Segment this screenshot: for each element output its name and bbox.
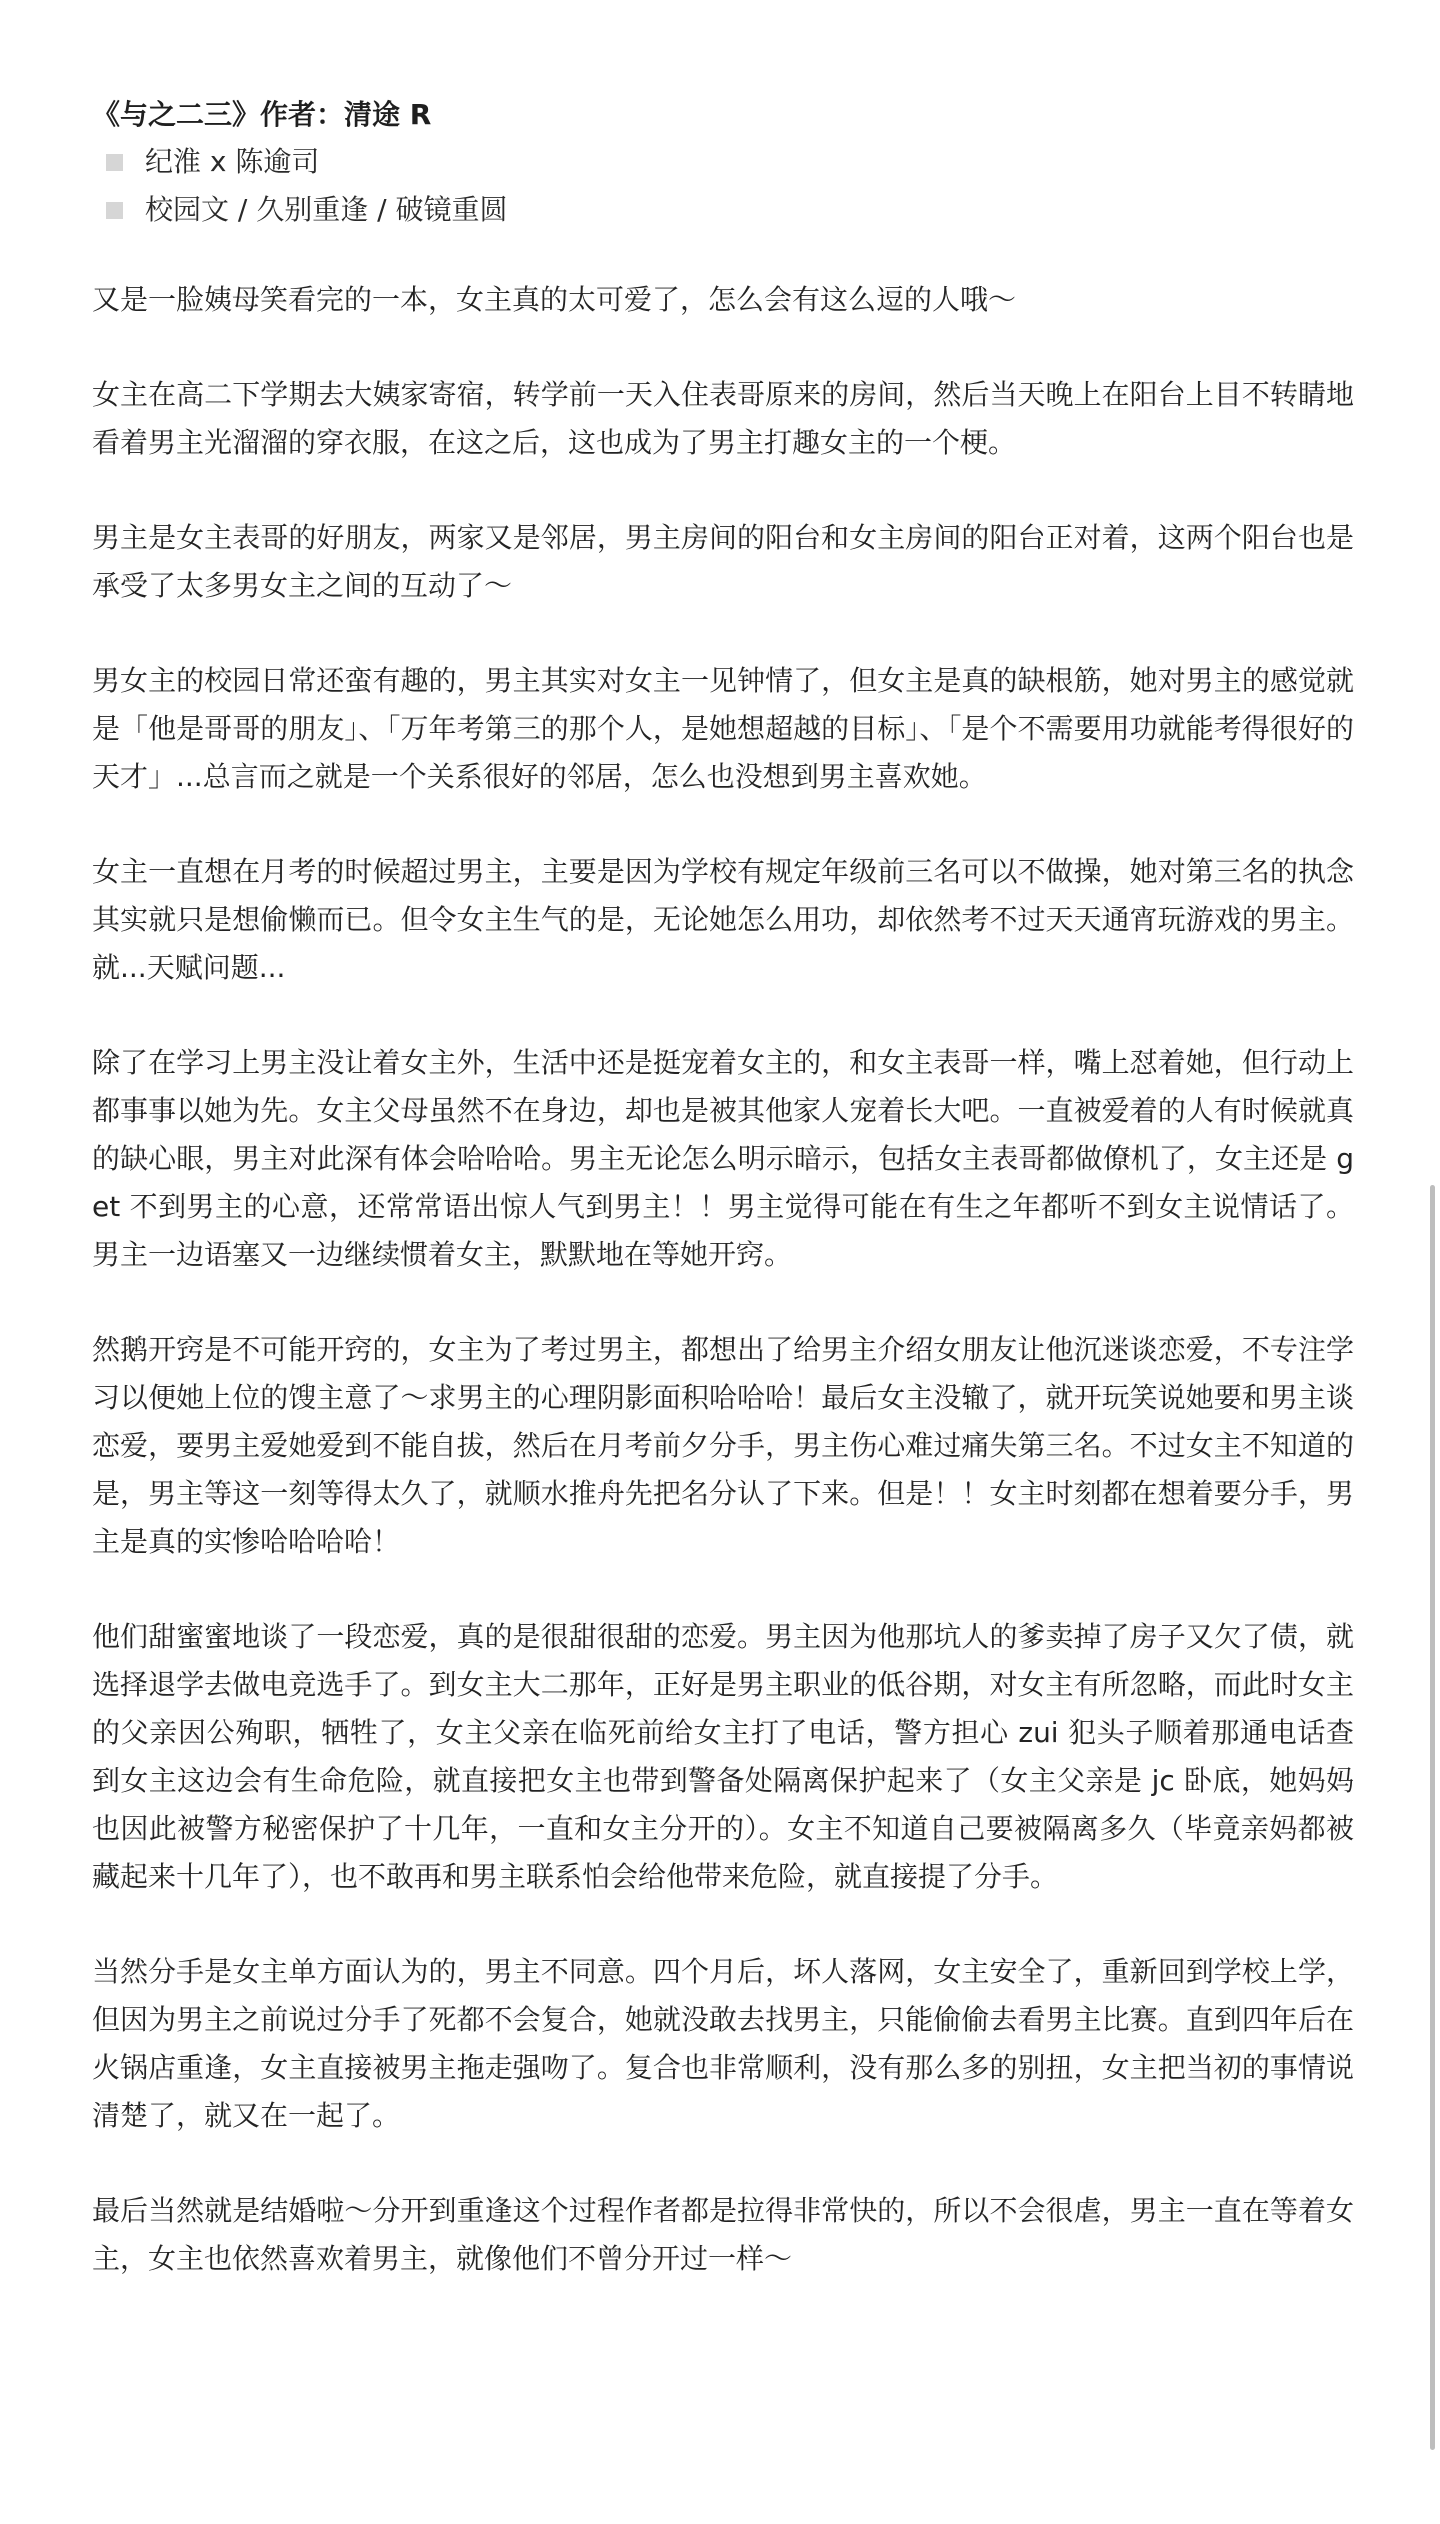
vertical-scrollbar[interactable] bbox=[1430, 1185, 1435, 2450]
paragraph: 最后当然就是结婚啦～分开到重逢这个过程作者都是拉得非常快的，所以不会很虐，男主一直在等着女主，女主也依然喜欢着男主，就像他们不曾分开过一样～ bbox=[92, 2194, 1354, 2275]
paragraph: 女主在高二下学期去大姨家寄宿，转学前一天入住表哥原来的房间，然后当天晚上在阳台上目不转睛地看着男主光溜溜的穿衣服，在这之后，这也成为了男主打趣女主的一个梗。 bbox=[92, 378, 1354, 459]
book-title: 《与之二三》作者：清途 R bbox=[92, 98, 432, 131]
paragraph: 女主一直想在月考的时候超过男主，主要是因为学校有规定年级前三名可以不做操，她对第三名的执念其实就只是想偷懒而已。但令女主生气的是，无论她怎么用功，却依然考不过天天通宵玩游戏的男主。就...天赋问题... bbox=[92, 855, 1354, 984]
paragraph: 男主是女主表哥的好朋友，两家又是邻居，男主房间的阳台和女主房间的阳台正对着，这两个阳台也是承受了太多男女主之间的互动了～ bbox=[92, 521, 1354, 602]
paragraph: 除了在学习上男主没让着女主外，生活中还是挺宠着女主的，和女主表哥一样，嘴上怼着她，但行动上都事事以她为先。女主父母虽然不在身边，却也是被其他家人宠着长大吧。一直被爱着的人有时候就真的缺心眼，男主对此深有体会哈哈哈。男主无论怎么明示暗示，包括女主表哥都做僚机了，女主还是 get 不到男主的心意，还常常语出惊人气到男主！！男主觉得可能在有生之年都听不到女主说情话了。男主一边语塞又一边继续惯着女主，默默地在等她开窍。 bbox=[92, 1046, 1354, 1271]
tag-list bbox=[92, 138, 1354, 234]
tag-text: 校园文 / 久别重逢 / 破镜重圆 bbox=[145, 193, 508, 226]
paragraph: 男女主的校园日常还蛮有趣的，男主其实对女主一见钟情了，但女主是真的缺根筋，她对男主的感觉就是「他是哥哥的朋友」、「万年考第三的那个人，是她想超越的目标」、「是个不需要用功就能考得很好的天才」...总言而之就是一个关系很好的邻居，怎么也没想到男主喜欢她。 bbox=[92, 664, 1354, 793]
paragraph: 他们甜蜜蜜地谈了一段恋爱，真的是很甜很甜的恋爱。男主因为他那坑人的爹卖掉了房子又欠了债，就选择退学去做电竞选手了。到女主大二那年，正好是男主职业的低谷期，对女主有所忽略，而此时女主的父亲因公殉职，牺牲了，女主父亲在临死前给女主打了电话，警方担心 zui 犯头子顺着那通电话查到女主这边会有生命危险，就直接把女主也带到警备处隔离保护起来了（女主父亲是 jc 卧底，她妈妈也因此被警方秘密保护了十几年，一直和女主分开的）。女主不知道自己要被隔离多久（毕竟亲妈都被藏起来十几年了），也不敢再和男主联系怕会给他带来危险，就直接提了分手。 bbox=[92, 1620, 1354, 1893]
article bbox=[92, 92, 1354, 2330]
paragraph: 当然分手是女主单方面认为的，男主不同意。四个月后，坏人落网，女主安全了，重新回到学校上学，但因为男主之前说过分手了死都不会复合，她就没敢去找男主，只能偷偷去看男主比赛。直到四年后在火锅店重逢，女主直接被男主拖走强吻了。复合也非常顺利，没有那么多的别扭，女主把当初的事情说清楚了，就又在一起了。 bbox=[92, 1955, 1354, 2132]
tag-text: 纪淮 x 陈逾司 bbox=[145, 145, 320, 178]
tag-characters bbox=[92, 138, 1354, 186]
tag-genres bbox=[92, 186, 1354, 234]
square-bullet-icon bbox=[106, 202, 123, 219]
paragraph: 然鹅开窍是不可能开窍的，女主为了考过男主，都想出了给男主介绍女朋友让他沉迷谈恋爱，不专注学习以便她上位的馊主意了～求男主的心理阴影面积哈哈哈！最后女主没辙了，就开玩笑说她要和男主谈恋爱，要男主爱她爱到不能自拔，然后在月考前夕分手，男主伤心难过痛失第三名。不过女主不知道的是，男主等这一刻等得太久了，就顺水推舟先把名分认了下来。但是！！女主时刻都在想着要分手，男主是真的实惨哈哈哈哈！ bbox=[92, 1333, 1354, 1558]
square-bullet-icon bbox=[106, 154, 123, 171]
review-body bbox=[92, 276, 1354, 2283]
paragraph: 又是一脸姨母笑看完的一本，女主真的太可爱了，怎么会有这么逗的人哦～ bbox=[92, 283, 1017, 316]
